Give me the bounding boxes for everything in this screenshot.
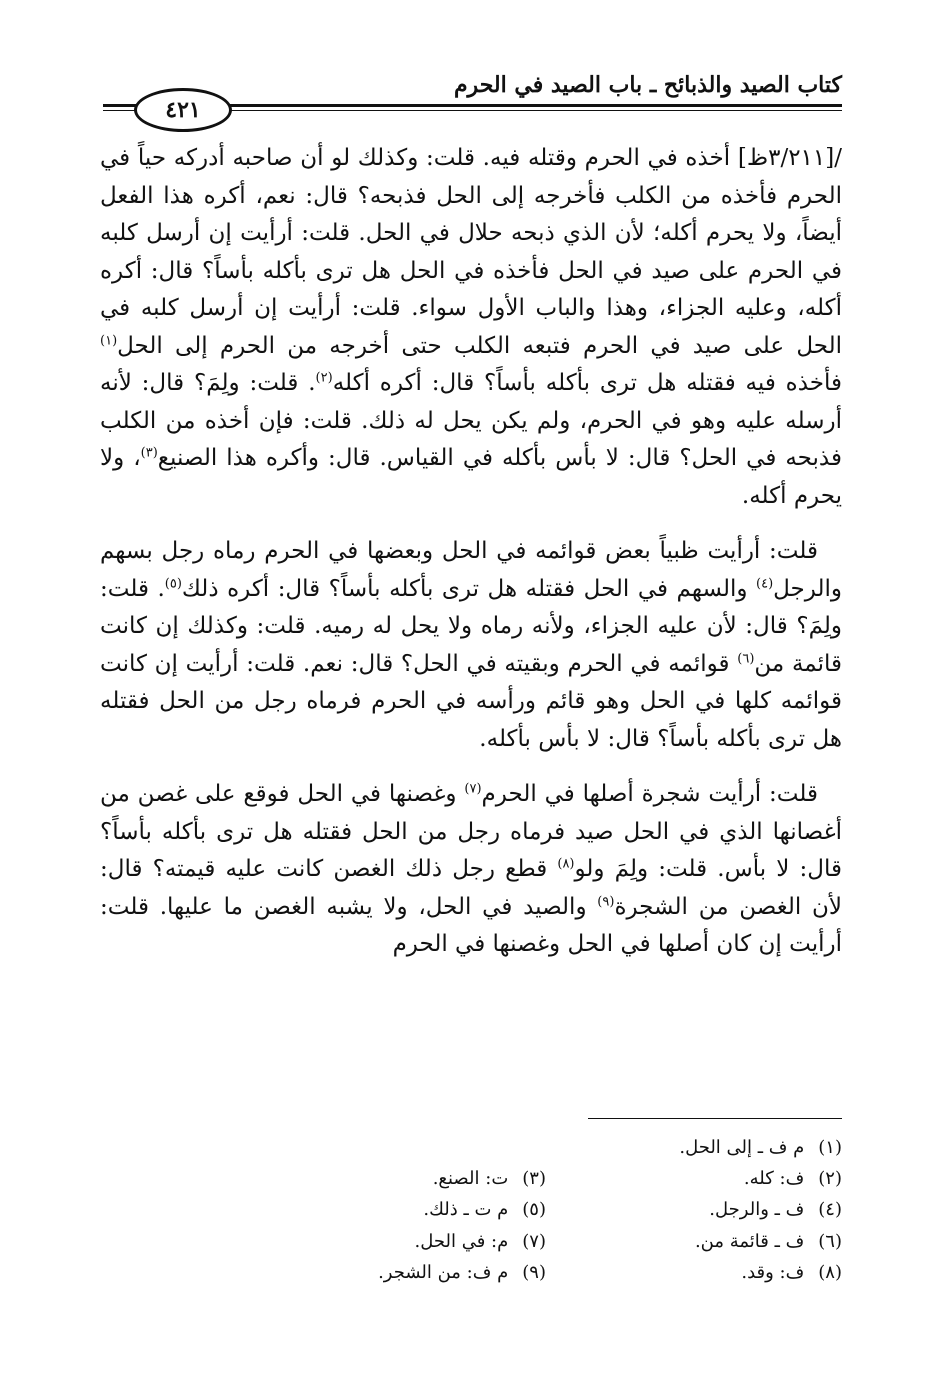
footnote-number: (٣) (522, 1168, 546, 1190)
footnotes (250, 1132, 842, 1288)
footnote-number: (٨) (818, 1261, 842, 1283)
footnote-text: ف: وقد. (741, 1261, 805, 1283)
footnote-text: م ت ـ ذلك. (423, 1199, 509, 1221)
text-run: فأخذه فيه فقتله هل ترى بأكله بأساً؟ قال: أكره أكله (332, 370, 842, 396)
text-run: . قلت: ولِمَ؟ قال: لأن عليه الجزاء، ولأنه رماه ولا يحل له رميه. قلت: وكذلك إن كانت قائمة من (100, 575, 843, 677)
footnote-6 (546, 1231, 842, 1252)
footnote-marker: (٢) (315, 370, 333, 386)
footnote-marker: (٤) (756, 575, 774, 591)
footnote-marker: (٦) (737, 650, 755, 666)
text-run: وغصنها في الحل فوقع على غصن من أغصانها الذي في الحل صيد فرماه رجل من الحل فقتله هل ترى بأكله بأساً؟ قال: لا بأس. قلت: ولِمَ ولو (100, 781, 842, 882)
footnote-marker: (٣) (140, 445, 158, 461)
main-text (100, 140, 842, 964)
footnote-number: (٥) (522, 1199, 546, 1221)
footnote-rule (588, 1118, 842, 1119)
footnote-marker: (٧) (464, 781, 482, 797)
footnote-row (250, 1132, 842, 1163)
footnote-text: ف ـ والرجل. (709, 1199, 805, 1221)
footnote-2 (546, 1168, 842, 1189)
text-run: /[٣/٢١١ظ] أخذه في الحرم وقتله فيه. قلت: وكذلك لو أن صاحبه أدركه حياً في الحرم فأخذه من الكلب فأخرجه إلى الحل فذبحه؟ قال: نعم، أكره هذا الفعل أيضاً، ولا يحرم أكله؛ لأن الذي ذبحه حلال في الحل. قلت: أرأيت إن أرسل كلبه في الحرم على صيد في الحل فأخذه في الحل هل ترى بأكله بأساً؟ قال: أكره أكله، وعليه الجزاء، وهذا والباب الأول سواء. قلت: أرأيت إن أرسل كلبه في الحل على صيد في الحرم فتبعه الكلب حتى أخرجه من الحرم إلى الحل (100, 145, 842, 359)
paragraph-2 (100, 533, 842, 758)
footnote-marker: (٥) (164, 575, 182, 591)
footnote-row (250, 1194, 842, 1225)
footnote-number: (١) (818, 1137, 842, 1159)
footnote-text: م: في الحل. (414, 1230, 509, 1252)
text-run: قوائمه في الحرم وبقيته في الحل؟ قال: نعم. قلت: أرأيت إن كانت قوائمه كلها في الحل وهو قائم ورأسه في الحرم فرماه رجل من الحل فقتله هل ترى بأكله بأساً؟ قال: لا بأس بأكله. (100, 650, 842, 752)
footnote-number: (٤) (818, 1199, 842, 1221)
paragraph-1 (100, 140, 842, 515)
footnote-marker: (٩) (597, 893, 615, 909)
footnote-9 (250, 1262, 546, 1283)
footnote-3 (250, 1168, 546, 1189)
footnote-row (250, 1163, 842, 1194)
footnote-number: (٢) (818, 1168, 842, 1190)
footnote-5 (250, 1199, 546, 1220)
text-run: قطع رجل ذلك الغصن كانت عليه قيمته؟ قال: لأن الغصن من الشجرة (100, 856, 842, 920)
text-run: ، ولا يحرم أكله. (100, 445, 842, 509)
footnote-text: ف: كله. (743, 1168, 805, 1190)
footnote-text: ت: الصنع. (432, 1168, 509, 1190)
footnote-7 (250, 1231, 546, 1252)
text-run: والصيد في الحل، ولا يشبه الغصن ما عليها. قلت: أرأيت إن كان أصلها في الحل وغصنها في الحرم (100, 893, 842, 957)
footnote-number: (٦) (818, 1230, 842, 1252)
text-run: قلت: أرأيت ظبياً بعض قوائمه في الحل وبعضها في الحرم رماه رجل بسهم والرجل (100, 538, 842, 602)
footnote-4 (546, 1199, 842, 1220)
text-run: . قلت: ولِمَ؟ قال: لأنه أرسله عليه وهو في الحرم، ولم يكن يحل له ذلك. قلت: فإن أخذه من الكلب فذبحه في الحل؟ قال: لا بأس بأكله في القياس. قال: وأكره هذا الصنيع (100, 370, 842, 471)
footnote-number: (٧) (522, 1230, 546, 1252)
footnote-text: ف ـ قائمة من. (694, 1230, 805, 1252)
footnote-row (250, 1226, 842, 1257)
footnote-1 (546, 1137, 842, 1158)
footnote-number: (٩) (522, 1261, 546, 1283)
footnote-text: م ف ـ إلى الحل. (679, 1137, 805, 1159)
footnote-text: م ف: من الشجر. (378, 1261, 509, 1283)
page-number: ٤٢١ (134, 88, 232, 132)
paragraph-3 (100, 776, 842, 964)
running-header: كتاب الصيد والذبائح ـ باب الصيد في الحرم (453, 72, 842, 98)
footnote-marker: (١) (100, 332, 118, 348)
footnote-row (250, 1257, 842, 1288)
text-run: والسهم في الحل فقتله هل ترى بأكله بأساً؟ قال: أكره ذلك (181, 575, 756, 602)
footnote-marker: (٨) (557, 856, 575, 872)
footnote-8 (546, 1262, 842, 1283)
text-run: قلت: أرأيت شجرة أصلها في الحرم (481, 781, 818, 807)
